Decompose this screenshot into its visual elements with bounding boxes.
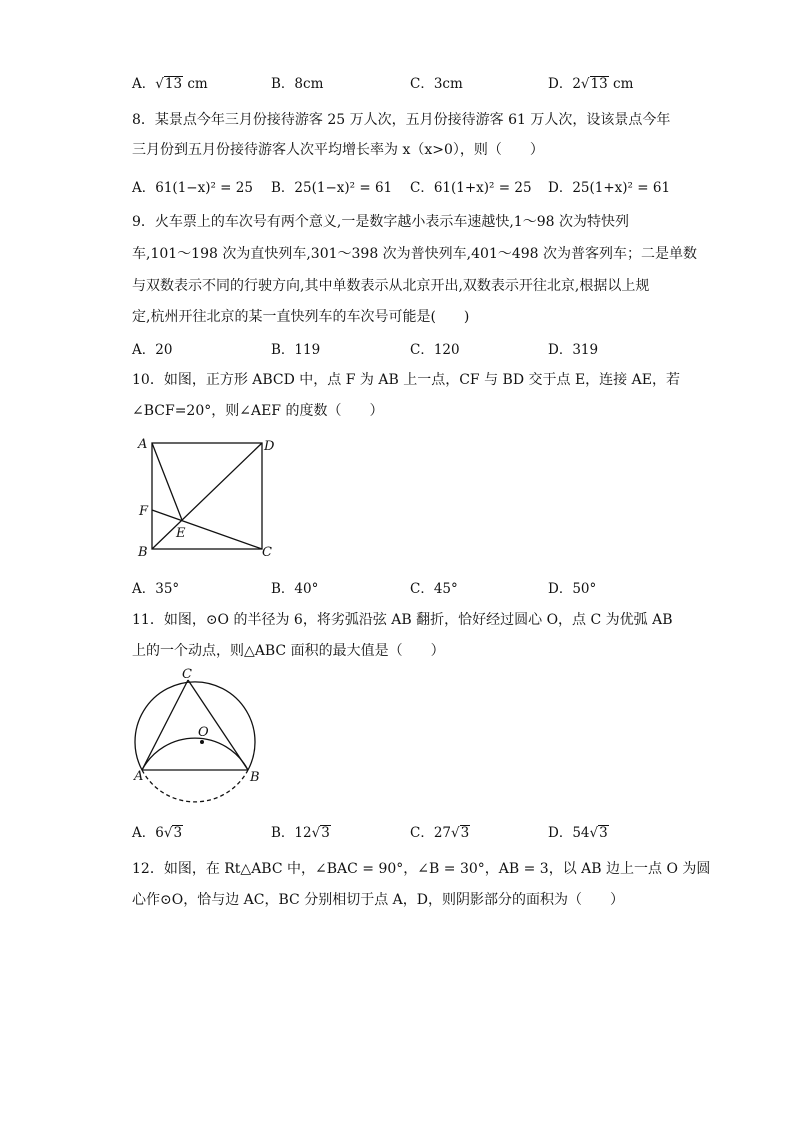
segment-ae — [152, 443, 182, 520]
label-b: B — [138, 545, 148, 560]
label-b: B — [250, 770, 260, 785]
q9-stem-line3: 与双数表示不同的行驶方向,其中单数表示从北京开出,双数表示开往北京,根据以上规 — [132, 278, 650, 294]
q9-stem-line1: 9．火车票上的车次号有两个意义,一是数字越小表示车速越快,1～98 次为特快列 — [132, 214, 629, 230]
label-f: F — [139, 504, 149, 519]
q11-stem-line2: 上的一个动点，则△ABC 面积的最大值是（ ） — [132, 643, 445, 659]
q11-option-c: C．27√3 — [410, 825, 470, 841]
label-c: C — [182, 667, 192, 682]
diagonal-bd — [152, 443, 262, 549]
q8-option-c: C．61(1+x)² = 25 — [410, 180, 532, 196]
segment-cf — [152, 510, 262, 549]
q10-stem-line2: ∠BCF=20°，则∠AEF 的度数（ ） — [132, 403, 384, 419]
label-d: D — [264, 439, 275, 454]
label-a: A — [134, 769, 144, 784]
q9-stem-line2: 车,101～198 次为直快列车,301～398 次为普快列车,401～498 次为普客列车；二是单数 — [132, 246, 698, 262]
q8-stem-line1: 8．某景点今年三月份接待游客 25 万人次，五月份接待游客 61 万人次，设该景点今年 — [132, 112, 671, 128]
label-o: O — [198, 725, 209, 740]
q9-stem-line4: 定,杭州开往北京的某一直快列车的车次号可能是( ) — [132, 309, 470, 325]
q8-option-d: D．25(1+x)² = 61 — [548, 180, 671, 196]
q7-option-c: C．3cm — [410, 76, 463, 92]
q8-option-a: A．61(1−x)² = 25 — [132, 180, 253, 196]
q10-stem-line1: 10．如图，正方形 ABCD 中，点 F 为 AB 上一点，CF 与 BD 交于点 E，连接 AE，若 — [132, 372, 680, 388]
segment-ac — [142, 680, 188, 770]
q11-option-d: D．54√3 — [548, 825, 608, 841]
q7-option-b: B．8cm — [271, 76, 324, 92]
label-a: A — [138, 437, 148, 452]
major-arc — [135, 682, 255, 770]
q7-option-a: A．√13 cm — [132, 76, 208, 92]
q10-option-c: C．45° — [410, 581, 458, 597]
q8-stem-line2: 三月份到五月份接待游客人次平均增长率为 x（x>0），则（ ） — [132, 142, 544, 158]
minor-arc-dashed — [142, 770, 248, 802]
folded-arc — [142, 738, 248, 770]
q10-option-b: B．40° — [271, 581, 319, 597]
label-c: C — [262, 545, 272, 560]
q7-option-d: D．2√13 cm — [548, 76, 634, 92]
label-e: E — [176, 526, 186, 541]
q10-option-d: D．50° — [548, 581, 597, 597]
segment-bc — [188, 680, 248, 770]
q11-stem-line1: 11．如图，⊙O 的半径为 6，将劣弧沿弦 AB 翻折，恰好经过圆心 O，点 C 为优弧 AB — [132, 612, 673, 628]
center-o-dot — [200, 740, 204, 744]
q8-option-b: B．25(1−x)² = 61 — [271, 180, 393, 196]
q11-circle-figure — [130, 666, 270, 806]
q11-option-a: A．6√3 — [132, 825, 183, 841]
q9-option-d: D．319 — [548, 342, 599, 358]
q10-option-a: A．35° — [132, 581, 180, 597]
q9-option-b: B．119 — [271, 342, 321, 358]
q12-stem-line1: 12．如图，在 Rt△ABC 中，∠BAC = 90°，∠B = 30°，AB = 3，以 AB 边上一点 O 为圆 — [132, 861, 711, 877]
q12-stem-line2: 心作⊙O，恰与边 AC，BC 分别相切于点 A，D，则阴影部分的面积为（ ） — [132, 892, 624, 908]
q11-option-b: B．12√3 — [271, 825, 330, 841]
q9-option-a: A．20 — [132, 342, 173, 358]
q10-square-figure — [130, 430, 280, 566]
q9-option-c: C．120 — [410, 342, 460, 358]
